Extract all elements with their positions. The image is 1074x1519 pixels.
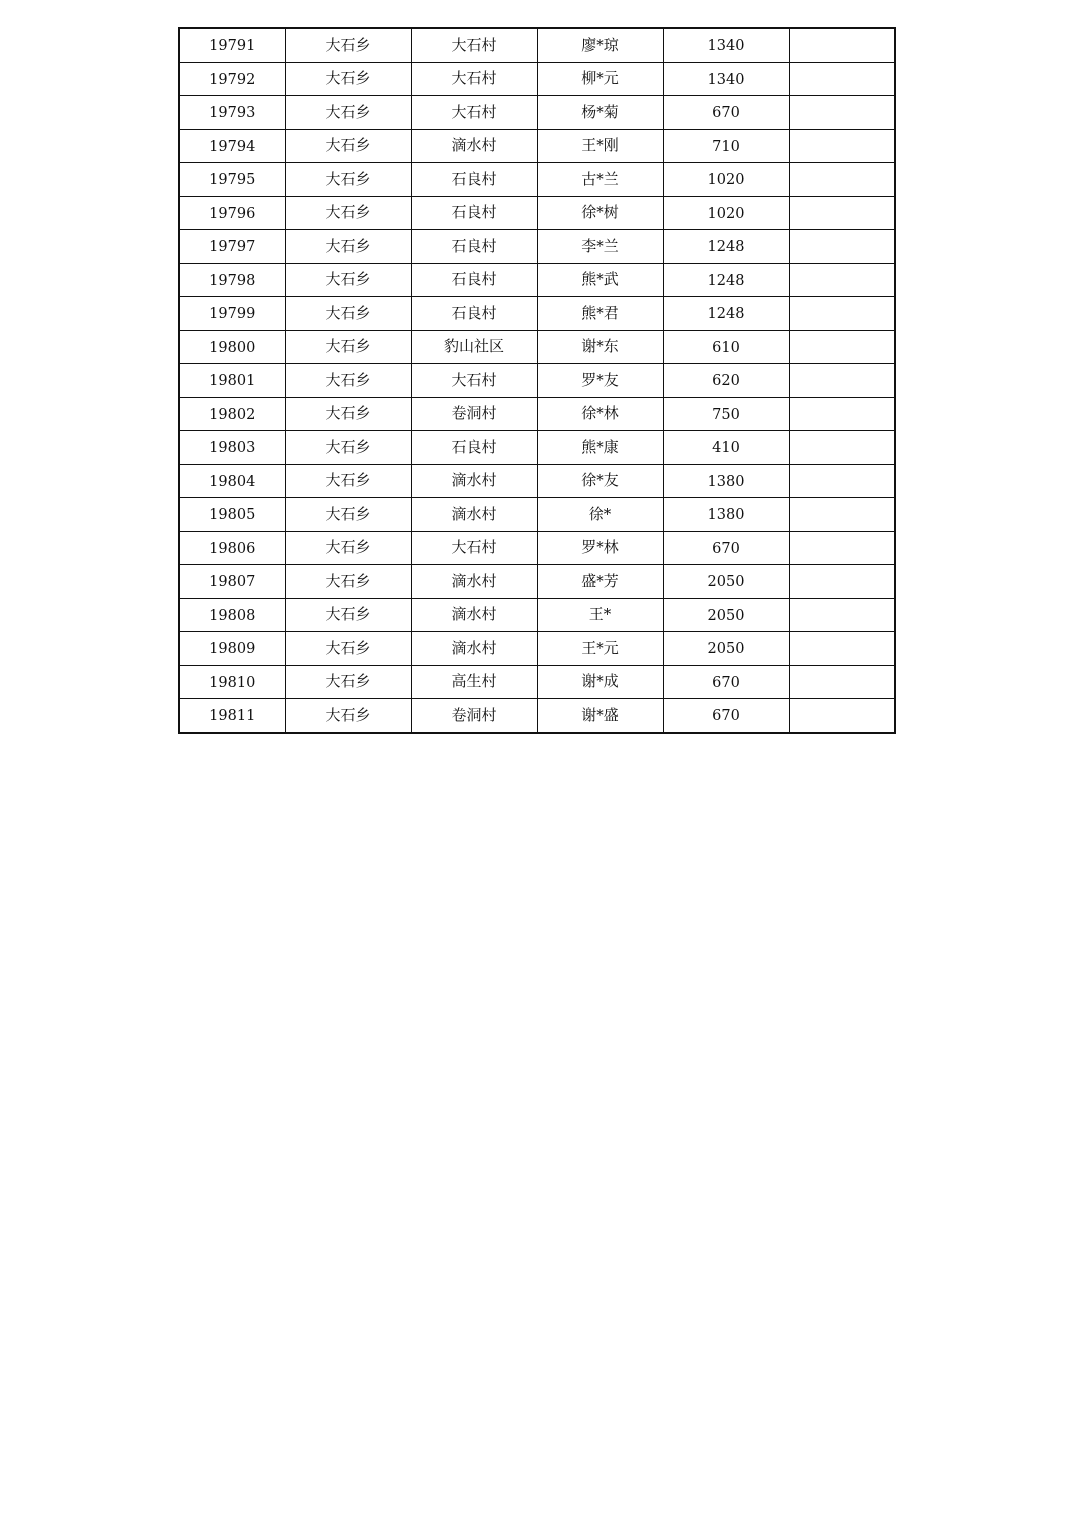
- table-row: [179, 364, 895, 398]
- table-row: [179, 28, 895, 62]
- person-name-cell: 熊*君: [537, 297, 663, 331]
- town-cell: 大石乡: [285, 397, 411, 431]
- row-id-cell: 19806: [179, 531, 285, 565]
- amount-cell: 1020: [663, 196, 789, 230]
- note-cell: [789, 96, 895, 130]
- town-cell: 大石乡: [285, 665, 411, 699]
- note-cell: [789, 230, 895, 264]
- table-row: [179, 129, 895, 163]
- village-cell: 卷洞村: [411, 397, 537, 431]
- amount-cell: 1380: [663, 464, 789, 498]
- town-cell: 大石乡: [285, 129, 411, 163]
- village-cell: 滴水村: [411, 565, 537, 599]
- row-id-cell: 19811: [179, 699, 285, 733]
- note-cell: [789, 129, 895, 163]
- person-name-cell: 徐*: [537, 498, 663, 532]
- village-cell: 石良村: [411, 196, 537, 230]
- person-name-cell: 徐*林: [537, 397, 663, 431]
- row-id-cell: 19809: [179, 632, 285, 666]
- note-cell: [789, 28, 895, 62]
- row-id-cell: 19795: [179, 163, 285, 197]
- amount-cell: 1380: [663, 498, 789, 532]
- amount-cell: 1248: [663, 263, 789, 297]
- village-cell: 大石村: [411, 28, 537, 62]
- person-name-cell: 罗*林: [537, 531, 663, 565]
- amount-cell: 410: [663, 431, 789, 465]
- note-cell: [789, 498, 895, 532]
- row-id-cell: 19796: [179, 196, 285, 230]
- village-cell: 大石村: [411, 62, 537, 96]
- table-row: [179, 230, 895, 264]
- amount-cell: 750: [663, 397, 789, 431]
- person-name-cell: 王*元: [537, 632, 663, 666]
- table-row: [179, 464, 895, 498]
- note-cell: [789, 62, 895, 96]
- person-name-cell: 罗*友: [537, 364, 663, 398]
- row-id-cell: 19807: [179, 565, 285, 599]
- note-cell: [789, 397, 895, 431]
- person-name-cell: 廖*琼: [537, 28, 663, 62]
- village-cell: 卷洞村: [411, 699, 537, 733]
- note-cell: [789, 297, 895, 331]
- person-name-cell: 徐*友: [537, 464, 663, 498]
- amount-cell: 710: [663, 129, 789, 163]
- note-cell: [789, 330, 895, 364]
- person-name-cell: 王*刚: [537, 129, 663, 163]
- row-id-cell: 19793: [179, 96, 285, 130]
- table-row: [179, 163, 895, 197]
- note-cell: [789, 531, 895, 565]
- amount-cell: 2050: [663, 598, 789, 632]
- row-id-cell: 19805: [179, 498, 285, 532]
- village-cell: 滴水村: [411, 498, 537, 532]
- row-id-cell: 19804: [179, 464, 285, 498]
- table-row: [179, 330, 895, 364]
- village-cell: 大石村: [411, 96, 537, 130]
- town-cell: 大石乡: [285, 196, 411, 230]
- row-id-cell: 19810: [179, 665, 285, 699]
- row-id-cell: 19802: [179, 397, 285, 431]
- town-cell: 大石乡: [285, 263, 411, 297]
- amount-cell: 610: [663, 330, 789, 364]
- person-name-cell: 谢*东: [537, 330, 663, 364]
- row-id-cell: 19800: [179, 330, 285, 364]
- amount-cell: 670: [663, 96, 789, 130]
- town-cell: 大石乡: [285, 699, 411, 733]
- amount-cell: 670: [663, 531, 789, 565]
- town-cell: 大石乡: [285, 364, 411, 398]
- person-name-cell: 徐*树: [537, 196, 663, 230]
- note-cell: [789, 364, 895, 398]
- note-cell: [789, 431, 895, 465]
- person-name-cell: 古*兰: [537, 163, 663, 197]
- table-row: [179, 297, 895, 331]
- town-cell: 大石乡: [285, 598, 411, 632]
- row-id-cell: 19801: [179, 364, 285, 398]
- person-name-cell: 李*兰: [537, 230, 663, 264]
- person-name-cell: 柳*元: [537, 62, 663, 96]
- town-cell: 大石乡: [285, 464, 411, 498]
- person-name-cell: 熊*康: [537, 431, 663, 465]
- village-cell: 大石村: [411, 531, 537, 565]
- table-row: [179, 498, 895, 532]
- town-cell: 大石乡: [285, 28, 411, 62]
- village-cell: 滴水村: [411, 598, 537, 632]
- person-name-cell: 杨*菊: [537, 96, 663, 130]
- row-id-cell: 19791: [179, 28, 285, 62]
- village-cell: 石良村: [411, 163, 537, 197]
- note-cell: [789, 464, 895, 498]
- village-cell: 石良村: [411, 230, 537, 264]
- town-cell: 大石乡: [285, 163, 411, 197]
- table-row: [179, 531, 895, 565]
- person-name-cell: 王*: [537, 598, 663, 632]
- village-cell: 石良村: [411, 431, 537, 465]
- note-cell: [789, 565, 895, 599]
- amount-cell: 620: [663, 364, 789, 398]
- town-cell: 大石乡: [285, 565, 411, 599]
- town-cell: 大石乡: [285, 330, 411, 364]
- note-cell: [789, 699, 895, 733]
- row-id-cell: 19799: [179, 297, 285, 331]
- town-cell: 大石乡: [285, 230, 411, 264]
- town-cell: 大石乡: [285, 632, 411, 666]
- table-row: [179, 196, 895, 230]
- town-cell: 大石乡: [285, 531, 411, 565]
- village-cell: 滴水村: [411, 464, 537, 498]
- table-row: [179, 62, 895, 96]
- row-id-cell: 19792: [179, 62, 285, 96]
- table-row: [179, 598, 895, 632]
- note-cell: [789, 665, 895, 699]
- table-body: [179, 28, 895, 733]
- town-cell: 大石乡: [285, 431, 411, 465]
- amount-cell: 1340: [663, 62, 789, 96]
- row-id-cell: 19808: [179, 598, 285, 632]
- note-cell: [789, 163, 895, 197]
- person-name-cell: 熊*武: [537, 263, 663, 297]
- amount-cell: 1248: [663, 297, 789, 331]
- amount-cell: 1340: [663, 28, 789, 62]
- row-id-cell: 19803: [179, 431, 285, 465]
- town-cell: 大石乡: [285, 62, 411, 96]
- table-row: [179, 431, 895, 465]
- table-row: [179, 565, 895, 599]
- row-id-cell: 19794: [179, 129, 285, 163]
- table-row: [179, 632, 895, 666]
- note-cell: [789, 598, 895, 632]
- village-cell: 豹山社区: [411, 330, 537, 364]
- amount-cell: 670: [663, 699, 789, 733]
- village-cell: 石良村: [411, 263, 537, 297]
- village-cell: 高生村: [411, 665, 537, 699]
- person-name-cell: 盛*芳: [537, 565, 663, 599]
- village-cell: 石良村: [411, 297, 537, 331]
- subsidy-list-table: [178, 27, 896, 734]
- amount-cell: 1248: [663, 230, 789, 264]
- table-row: [179, 263, 895, 297]
- village-cell: 滴水村: [411, 129, 537, 163]
- note-cell: [789, 632, 895, 666]
- amount-cell: 1020: [663, 163, 789, 197]
- person-name-cell: 谢*成: [537, 665, 663, 699]
- row-id-cell: 19798: [179, 263, 285, 297]
- amount-cell: 2050: [663, 565, 789, 599]
- amount-cell: 2050: [663, 632, 789, 666]
- table-row: [179, 397, 895, 431]
- town-cell: 大石乡: [285, 297, 411, 331]
- person-name-cell: 谢*盛: [537, 699, 663, 733]
- table-row: [179, 665, 895, 699]
- village-cell: 大石村: [411, 364, 537, 398]
- amount-cell: 670: [663, 665, 789, 699]
- row-id-cell: 19797: [179, 230, 285, 264]
- town-cell: 大石乡: [285, 96, 411, 130]
- note-cell: [789, 263, 895, 297]
- town-cell: 大石乡: [285, 498, 411, 532]
- note-cell: [789, 196, 895, 230]
- village-cell: 滴水村: [411, 632, 537, 666]
- table-row: [179, 96, 895, 130]
- document-page-table-area: [178, 27, 894, 734]
- table-row: [179, 699, 895, 733]
